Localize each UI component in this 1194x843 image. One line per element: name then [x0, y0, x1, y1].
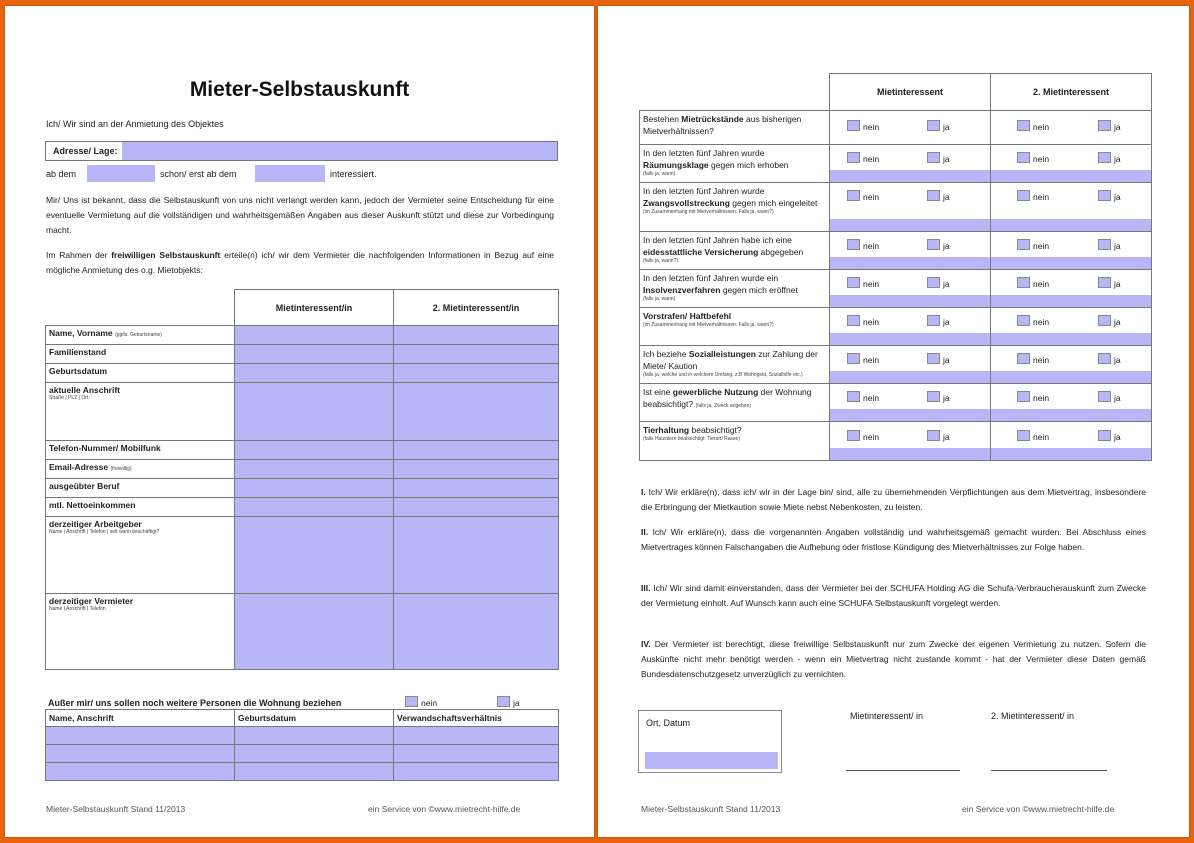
field-telefon-1[interactable]	[235, 441, 394, 460]
declaration-2: II. Ich/ Wir erkläre(n), dass die vorgenannten Angaben vollständig und wahrheitsgemäß gemacht wurden. Bei Abschluss eines Mietvertrages können Falschangaben die Aufhebung oder fristlose Kündigung des Mietverhältnisses zur Folge haben.	[641, 527, 1146, 552]
answer-ja[interactable]: ja	[1098, 120, 1121, 132]
question-text: In den letzten fünf Jahren habe ich eine eidesstattliche Versicherung abgegeben (falls ja, wann?)	[643, 235, 804, 264]
answer-ja[interactable]: ja	[927, 430, 950, 442]
row-label-email: Email-Adresse (freiwillig)	[46, 460, 235, 479]
questions-table	[639, 73, 1152, 461]
question-text: Bestehen Mietrückstände aus bisherigen Mietverhältnissen?	[643, 114, 802, 136]
others-ja-option[interactable]: ja	[497, 696, 520, 708]
person-3-geburtsdatum[interactable]	[235, 763, 394, 781]
checkbox-icon[interactable]	[1017, 353, 1030, 364]
schon-erst-label: schon/ erst ab dem	[160, 169, 237, 179]
question-row	[640, 183, 1152, 232]
checkbox-icon[interactable]	[927, 120, 940, 131]
ort-datum-box	[638, 710, 782, 773]
detail-field[interactable]	[991, 170, 1151, 182]
ort-datum-field[interactable]	[645, 752, 778, 769]
checkbox-icon[interactable]	[927, 152, 940, 163]
detail-field[interactable]	[830, 448, 990, 460]
detail-field[interactable]	[991, 409, 1151, 421]
row-label-einkommen: mtl. Nettoeinkommen	[46, 498, 235, 517]
field-name-2[interactable]	[394, 326, 559, 345]
row-label-anschrift: aktuelle Anschrift Straße | PLZ | Ort	[46, 383, 235, 441]
footer-right: ein Service von ©www.mietrecht-hilfe.de	[368, 804, 521, 814]
person-1-name[interactable]	[46, 727, 235, 745]
answer-nein[interactable]: nein	[847, 239, 879, 251]
checkbox-icon[interactable]	[1017, 430, 1030, 441]
answer-nein[interactable]: nein	[1017, 239, 1049, 251]
detail-field[interactable]	[991, 257, 1151, 269]
persons-header-verhaeltnis: Verwandschaftsverhältnis	[394, 710, 559, 727]
col-header-2: 2. Mietinteressent/in	[394, 290, 559, 326]
checkbox-icon[interactable]	[1098, 430, 1111, 441]
persons-header-name: Name, Anschrift	[46, 710, 235, 727]
signature-line-2[interactable]	[991, 770, 1107, 771]
checkbox-icon[interactable]	[1017, 277, 1030, 288]
checkbox-icon[interactable]	[1098, 239, 1111, 250]
field-familienstand-2[interactable]	[394, 345, 559, 364]
answer-nein[interactable]: nein	[1017, 353, 1049, 365]
row-label-beruf: ausgeübter Beruf	[46, 479, 235, 498]
checkbox-icon[interactable]	[847, 315, 860, 326]
detail-field[interactable]	[830, 333, 990, 345]
row-label-telefon: Telefon-Nummer/ Mobilfunk	[46, 441, 235, 460]
answer-nein[interactable]: nein	[847, 315, 879, 327]
ort-datum-label: Ort, Datum	[646, 718, 691, 728]
checkbox-icon[interactable]	[927, 315, 940, 326]
checkbox-icon[interactable]	[847, 239, 860, 250]
checkbox-icon[interactable]	[1098, 190, 1111, 201]
checkbox-icon[interactable]	[1017, 239, 1030, 250]
row-label-vermieter: derzeitiger Vermieter Name | Anschrift | Telefon	[46, 594, 235, 670]
declaration-1: I. Ich/ Wir erkläre(n), dass ich/ wir in der Lage bin/ sind, alle zu übernehmenden Verpflichtungen aus dem Mietvertrag, insbesondere die Erbringung der Mietkaution sowie Miete nebst Nebenkosten, zu leisten.	[641, 487, 1146, 512]
applicant-table	[45, 289, 559, 670]
row-label-arbeitgeber: derzeitiger Arbeitgeber Name | Anschrift | Telefon | seit wann beschäftigt?	[46, 517, 235, 594]
footer-right: ein Service von ©www.mietrecht-hilfe.de	[962, 804, 1115, 814]
page-right	[598, 6, 1189, 837]
checkbox-icon[interactable]	[1017, 120, 1030, 131]
footer-left: Mieter-Selbstauskunft Stand 11/2013	[641, 804, 781, 814]
checkbox-icon[interactable]	[847, 277, 860, 288]
answer-ja[interactable]: ja	[927, 391, 950, 403]
question-row	[640, 270, 1152, 308]
detail-field[interactable]	[830, 295, 990, 307]
address-label: Adresse/ Lage:	[53, 146, 118, 156]
answer-ja[interactable]: ja	[927, 190, 950, 202]
checkbox-icon[interactable]	[1098, 315, 1111, 326]
detail-field[interactable]	[991, 333, 1151, 345]
checkbox-icon[interactable]	[1017, 152, 1030, 163]
answer-nein[interactable]: nein	[1017, 190, 1049, 202]
checkbox-icon[interactable]	[927, 190, 940, 201]
question-row	[640, 422, 1152, 461]
checkbox-icon[interactable]	[927, 430, 940, 441]
answer-ja[interactable]: ja	[927, 239, 950, 251]
checkbox-icon[interactable]	[927, 239, 940, 250]
field-arbeitgeber-1[interactable]	[235, 517, 394, 594]
col-header-1: Mietinteressent/in	[235, 290, 394, 326]
field-vermieter-1[interactable]	[235, 594, 394, 670]
address-row	[45, 141, 558, 161]
person-1-verhaeltnis[interactable]	[394, 727, 559, 745]
answer-ja[interactable]: ja	[1098, 353, 1121, 365]
answer-ja[interactable]: ja	[927, 120, 950, 132]
question-text: Tierhaltung beabsichtigt? (falls Haustiere beabsichtigt: Tierart/ Rasse)	[643, 425, 742, 442]
checkbox-icon[interactable]	[847, 353, 860, 364]
answer-nein[interactable]: nein	[1017, 120, 1049, 132]
signature-line-1[interactable]	[846, 770, 960, 771]
checkbox-icon[interactable]	[847, 120, 860, 131]
field-einkommen-2[interactable]	[394, 498, 559, 517]
question-text: In den letzten fünf Jahren wurde Zwangsvollstreckung gegen mich eingeleitet (im Zusammenhang mit Mietverhältnissen. Falls ja, wann?)	[643, 186, 818, 215]
question-text: Vorstrafen/ Haftbefehl (im Zusammenhang mit Mietverhältnissen. Falls ja, wann?)	[643, 311, 774, 328]
answer-ja[interactable]: ja	[1098, 430, 1121, 442]
date-field-1[interactable]	[87, 165, 155, 182]
question-row	[640, 308, 1152, 346]
q-col-header-1: Mietinteressent	[830, 74, 991, 111]
persons-table	[45, 709, 559, 781]
person-3-name[interactable]	[46, 763, 235, 781]
answer-ja[interactable]: ja	[927, 152, 950, 164]
page-title: Mieter-Selbstauskunft	[189, 78, 410, 101]
answer-ja[interactable]: ja	[1098, 239, 1121, 251]
detail-field[interactable]	[991, 295, 1151, 307]
declaration-4: IV. Der Vermieter ist berechtigt, diese freiwillige Selbstauskunft nur zum Zwecke der eigenen Vermietung zu nutzen. Sofern die Auskünfte nicht mehr benötigt werden - wenn ein Mietvertrag nicht zustande kommt - hat der Vermieter diese Daten gemäß Bundesdatenschutzgesetz unverzüglich zu vernichten.	[641, 639, 1146, 679]
row-label-name: Name, Vorname (ggfls. Geburtsname)	[46, 326, 235, 345]
question-row	[640, 346, 1152, 384]
info-paragraph	[46, 248, 554, 278]
checkbox-icon[interactable]	[927, 391, 940, 402]
answer-nein[interactable]: nein	[847, 152, 879, 164]
question-text: In den letzten fünf Jahren wurde ein Insolvenzverfahren gegen mich eröffnet (falls ja, wann)	[643, 273, 798, 302]
date-field-2[interactable]	[255, 165, 325, 182]
person-2-geburtsdatum[interactable]	[235, 745, 394, 763]
person-3-verhaeltnis[interactable]	[394, 763, 559, 781]
answer-nein[interactable]: nein	[847, 391, 879, 403]
detail-field[interactable]	[830, 257, 990, 269]
checkbox-icon[interactable]	[1017, 391, 1030, 402]
answer-nein[interactable]: nein	[1017, 315, 1049, 327]
checkbox-ja[interactable]	[497, 696, 510, 707]
checkbox-icon[interactable]	[927, 277, 940, 288]
detail-field[interactable]	[830, 219, 990, 231]
answer-ja[interactable]: ja	[1098, 152, 1121, 164]
field-arbeitgeber-2[interactable]	[394, 517, 559, 594]
answer-ja[interactable]: ja	[1098, 190, 1121, 202]
detail-field[interactable]	[830, 371, 990, 383]
field-beruf-1[interactable]	[235, 479, 394, 498]
person-2-verhaeltnis[interactable]	[394, 745, 559, 763]
checkbox-icon[interactable]	[1098, 391, 1111, 402]
answer-nein[interactable]: nein	[847, 353, 879, 365]
answer-nein[interactable]: nein	[1017, 430, 1049, 442]
checkbox-icon[interactable]	[1098, 277, 1111, 288]
signature-label-2: 2. Mietinteressent/ in	[991, 711, 1075, 721]
detail-field[interactable]	[830, 170, 990, 182]
q-col-header-2: 2. Mietinteressent	[991, 74, 1152, 111]
answer-ja[interactable]: ja	[927, 315, 950, 327]
field-name-1[interactable]	[235, 326, 394, 345]
answer-ja[interactable]: ja	[1098, 315, 1121, 327]
checkbox-icon[interactable]	[1098, 152, 1111, 163]
checkbox-icon[interactable]	[1098, 120, 1111, 131]
detail-field[interactable]	[991, 448, 1151, 460]
question-row	[640, 145, 1152, 183]
checkbox-icon[interactable]	[847, 190, 860, 201]
answer-nein[interactable]: nein	[847, 277, 879, 289]
signature-label-1: Mietinteressent/ in	[850, 711, 924, 721]
question-text: In den letzten fünf Jahren wurde Räumungsklage gegen mich erhoben (falls ja, wann)	[643, 148, 789, 177]
field-telefon-2[interactable]	[394, 441, 559, 460]
answer-ja[interactable]: ja	[1098, 277, 1121, 289]
checkbox-icon[interactable]	[927, 353, 940, 364]
field-familienstand-1[interactable]	[235, 345, 394, 364]
checkbox-icon[interactable]	[847, 152, 860, 163]
question-row	[640, 111, 1152, 145]
field-geburtsdatum-1[interactable]	[235, 364, 394, 383]
intro-paragraph: Mir/ Uns ist bekannt, dass die Selbstauskunft von uns nicht verlangt werden kann, jedoch der Vermieter seine Entscheidung für eine eventuelle Vermietung auf die vollständigen und wahrheitsgemäßen Angaben aus dieser Auskunft stützt und diese zur Vorbedingung macht.	[46, 195, 554, 235]
detail-field[interactable]	[991, 371, 1151, 383]
answer-ja[interactable]: ja	[1098, 391, 1121, 403]
para2-bold: freiwilligen Selbstauskunft	[111, 250, 221, 260]
field-beruf-2[interactable]	[394, 479, 559, 498]
answer-ja[interactable]: ja	[927, 353, 950, 365]
checkbox-icon[interactable]	[1017, 315, 1030, 326]
field-vermieter-2[interactable]	[394, 594, 559, 670]
field-geburtsdatum-2[interactable]	[394, 364, 559, 383]
address-field[interactable]	[122, 142, 557, 160]
answer-nein[interactable]: nein	[847, 190, 879, 202]
row-label-familienstand: Familienstand	[46, 345, 235, 364]
answer-nein[interactable]: nein	[847, 430, 879, 442]
checkbox-icon[interactable]	[1017, 190, 1030, 201]
field-einkommen-1[interactable]	[235, 498, 394, 517]
detail-field[interactable]	[991, 219, 1151, 231]
persons-header-geburtsdatum: Geburtsdatum	[235, 710, 394, 727]
answer-nein[interactable]: nein	[1017, 391, 1049, 403]
intro-text: Ich/ Wir sind an der Anmietung des Objektes	[46, 119, 224, 129]
person-1-geburtsdatum[interactable]	[235, 727, 394, 745]
row-label-geburtsdatum: Geburtsdatum	[46, 364, 235, 383]
field-anschrift-1[interactable]	[235, 383, 394, 441]
answer-nein[interactable]: nein	[1017, 277, 1049, 289]
interessiert-label: interessiert.	[330, 169, 377, 179]
checkbox-icon[interactable]	[1098, 353, 1111, 364]
answer-nein[interactable]: nein	[1017, 152, 1049, 164]
checkbox-icon[interactable]	[847, 430, 860, 441]
checkbox-nein[interactable]	[405, 696, 418, 707]
footer-left: Mieter-Selbstauskunft Stand 11/2013	[46, 804, 186, 814]
question-row	[640, 232, 1152, 270]
others-nein-option[interactable]: nein	[405, 696, 437, 708]
ab-dem-label: ab dem	[46, 169, 77, 179]
question-text: Ist eine gewerbliche Nutzung der Wohnung beabsichtigt? (falls ja, Zweck angeben)	[643, 387, 812, 409]
page-left	[5, 6, 594, 837]
answer-nein[interactable]: nein	[847, 120, 879, 132]
para2-pre: Im Rahmen der	[46, 250, 112, 260]
detail-field[interactable]	[830, 409, 990, 421]
person-2-name[interactable]	[46, 745, 235, 763]
others-question: Außer mir/ uns sollen noch weitere Personen die Wohnung beziehen	[48, 698, 342, 708]
answer-ja[interactable]: ja	[927, 277, 950, 289]
checkbox-icon[interactable]	[847, 391, 860, 402]
field-email-2[interactable]	[394, 460, 559, 479]
declaration-3: III. Ich/ Wir sind damit einverstanden, dass der Vermieter bei der SCHUFA Holding AG die Schufa-Verbraucherauskunft zum Zwecke der Vermietung einholt. Auf Wunsch kann auch eine SCHUFA Selbstauskunft vorgelegt werden.	[641, 583, 1146, 608]
question-row	[640, 384, 1152, 422]
field-email-1[interactable]	[235, 460, 394, 479]
field-anschrift-2[interactable]	[394, 383, 559, 441]
para2-post: erteile(n) ich/ wir dem Vermieter die nachfolgenden Informationen in Bezug auf eine mögliche Anmietung des o.g. Mietobjekts:	[46, 250, 554, 275]
question-text: Ich beziehe Sozialleistungen zur Zahlung der Miete/ Kaution (falls ja, welche und in welchem Umfang, z.B Wohngeld, Sozialhilfe etc.)	[643, 349, 818, 378]
